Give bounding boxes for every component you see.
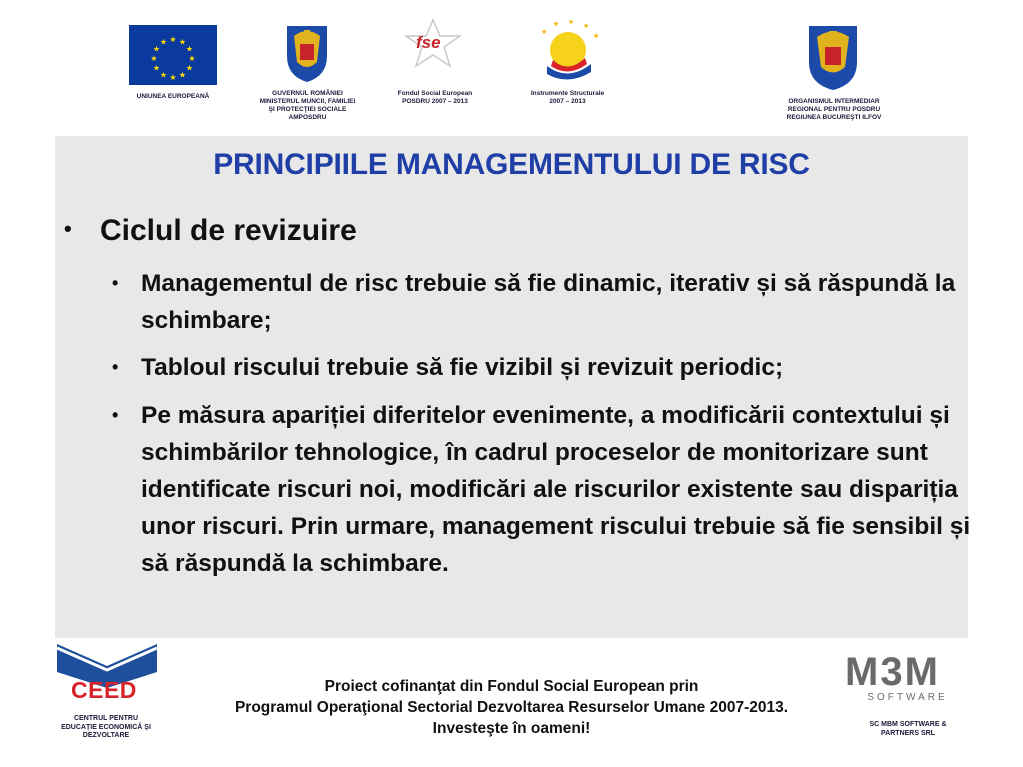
svg-text:★: ★ [188, 54, 196, 63]
svg-text:★: ★ [178, 70, 187, 80]
fse-caption-text: Fondul Social European POSDRU 2007 – 2013 [397, 90, 473, 105]
footer-line-1: Proiect cofinanţat din Fondul Social European prin [324, 678, 699, 695]
eu-stars [129, 25, 217, 85]
fse-logo-text: fse [416, 33, 441, 52]
slide-title: PRINCIPIILE MANAGEMENTULUI DE RISC [213, 148, 810, 181]
structural-instruments-caption [515, 90, 620, 106]
mbm-caption-text: SC MBM SOFTWARE & PARTNERS SRL [869, 721, 947, 737]
eu-flag-icon [129, 25, 217, 85]
mbm-caption [848, 721, 968, 738]
is-caption-text: Instrumente Structurale 2007 – 2013 [530, 90, 605, 105]
footer-line-2: Programul Operaţional Sectorial Dezvoltarea Resurselor Umane 2007-2013. [234, 699, 789, 716]
mbm-logo-sub: SOFTWARE [867, 692, 948, 703]
mbm-logo-text: M3M [845, 650, 940, 694]
svg-text:★: ★ [152, 44, 161, 54]
ceed-caption [50, 715, 162, 741]
svg-text:★: ★ [568, 20, 575, 26]
fse-caption [390, 90, 480, 106]
bullet-level1-text: Ciclul de revizuire [100, 214, 357, 247]
bullet-item-text: Pe măsura apariției diferitelor evenimente, a modificării contextului și schimbărilor tehnologice, în cadrul proceselor de monitorizare sunt identificate riscuri noi, modificări ale riscurilor existente sau dispariția unor riscuri. Prin urmare, management riscului trebuie să fie sensibil și să răspundă la schimbare. [141, 402, 971, 577]
svg-text:★: ★ [178, 37, 187, 47]
bullet-icon: • [64, 216, 72, 241]
svg-text:★: ★ [150, 54, 158, 63]
bullet-icon: • [112, 357, 119, 377]
romania-crest-icon [284, 22, 330, 84]
gov-caption-text: GUVERNUL ROMÂNIEI MINISTERUL MUNCII, FAMILIEI ŞI PROTECŢIEI SOCIALE AMPOSDRU [259, 90, 356, 121]
ceed-logo-text: CEED [71, 677, 137, 703]
svg-text:★: ★ [553, 20, 560, 28]
structural-instruments-icon [533, 20, 603, 86]
ceed-caption-text: CENTRUL PENTRU EDUCAȚIE ECONOMICĂ ȘI DEZVOLTARE [61, 715, 151, 739]
svg-text:★: ★ [169, 73, 177, 82]
eu-caption: UNIUNEA EUROPEANĂ [136, 93, 210, 100]
svg-text:★: ★ [593, 32, 600, 40]
bullet-item-text: Tabloul riscului trebuie să fie vizibil și revizuit periodic; [141, 354, 784, 381]
ceed-emblem-icon [57, 644, 157, 706]
svg-text:★: ★ [159, 37, 168, 47]
svg-text:★: ★ [185, 63, 194, 73]
oi-caption-text: ORGANISMUL INTERMEDIAR REGIONAL PENTRU POSDRU REGIUNEA BUCUREŞTI ILFOV [786, 98, 882, 121]
gov-caption [250, 90, 365, 122]
svg-text:★: ★ [159, 70, 168, 80]
oi-caption [770, 98, 898, 122]
bullet-item-text: Managementul de risc trebuie să fie dinamic, iterativ și să răspundă la schimbare; [141, 270, 956, 334]
bullet-icon: • [112, 405, 119, 425]
footer-line-3: Investeşte în oameni! [432, 720, 591, 737]
svg-text:★: ★ [185, 44, 194, 54]
bullet-icon: • [112, 273, 119, 293]
oi-crest-icon [806, 22, 860, 92]
svg-text:★: ★ [169, 35, 177, 44]
svg-text:★: ★ [541, 28, 548, 36]
svg-text:★: ★ [152, 63, 161, 73]
fse-star-icon [402, 18, 464, 70]
svg-text:★: ★ [583, 22, 590, 30]
